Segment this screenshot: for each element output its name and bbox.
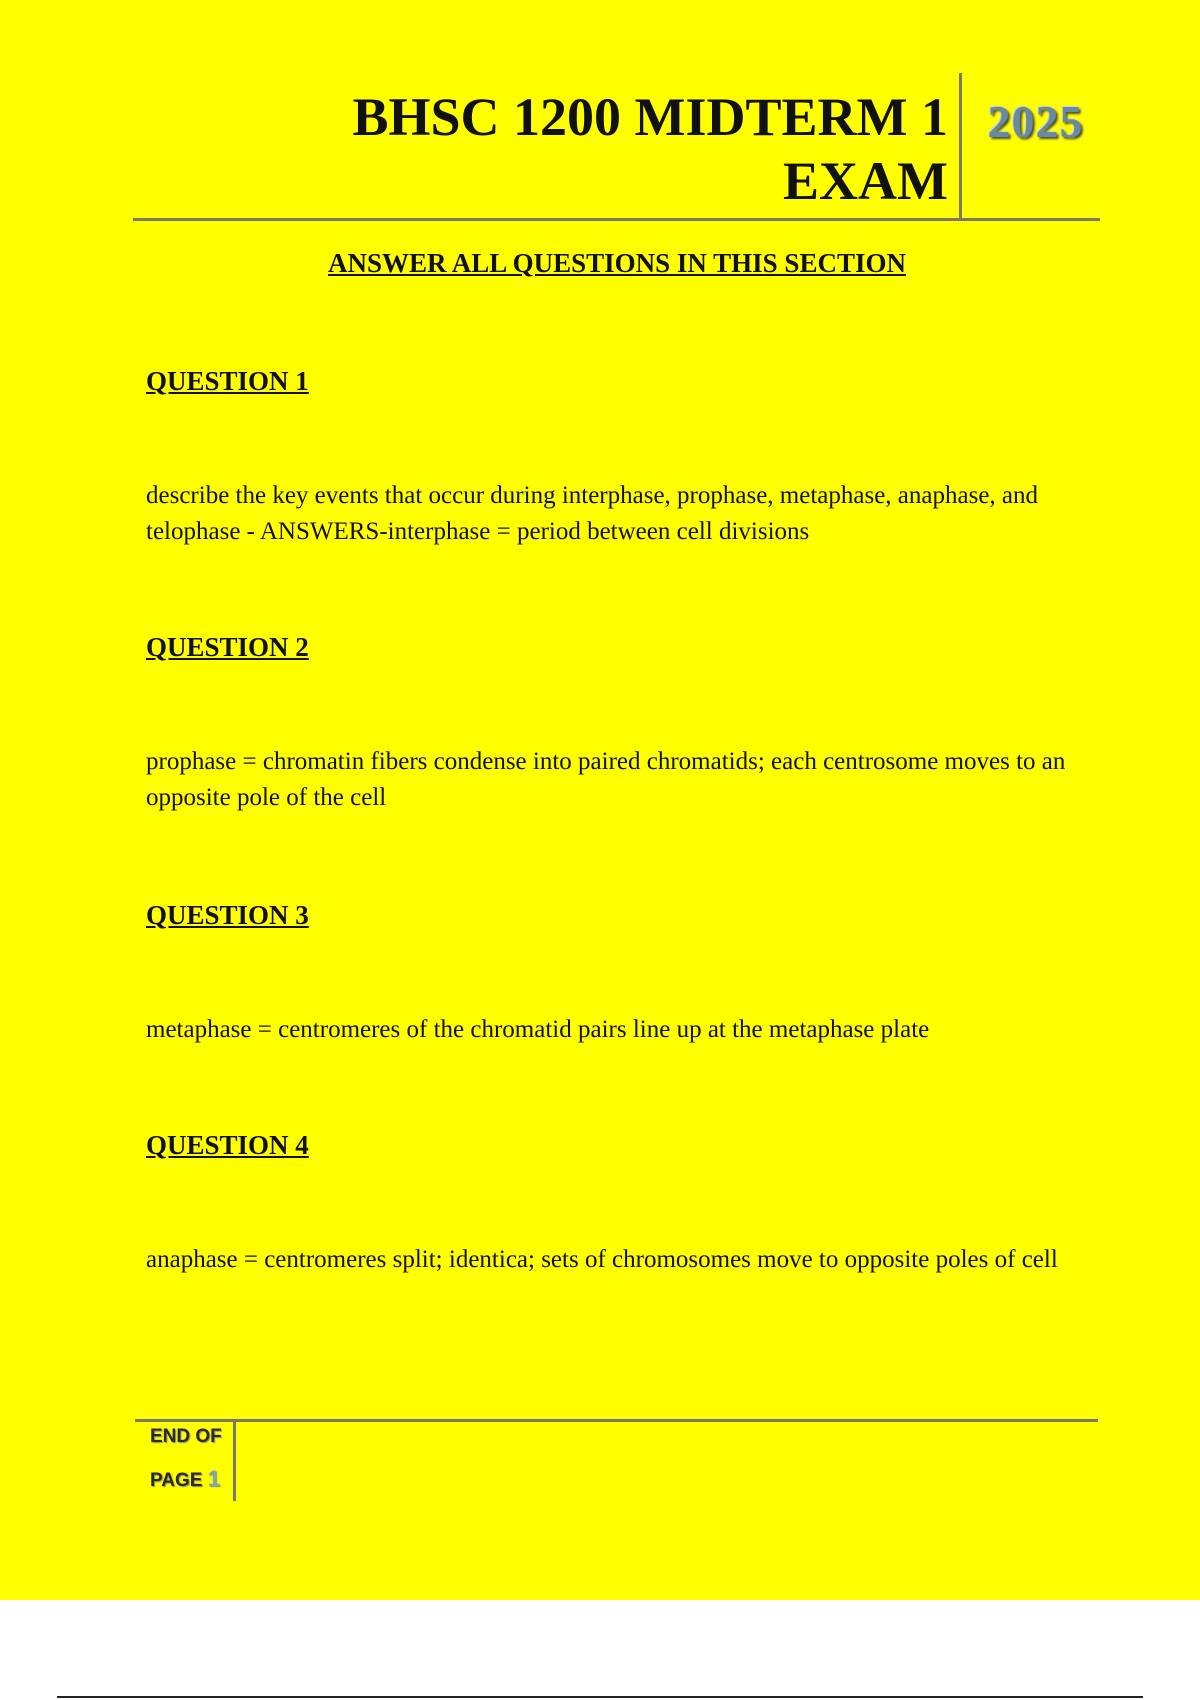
- question-label: QUESTION 1: [146, 366, 309, 396]
- footer-page-label: [150, 1466, 220, 1492]
- question-block: [146, 1128, 1086, 1278]
- footer-page-number: 1: [207, 1466, 220, 1491]
- question-label: QUESTION 4: [146, 1130, 309, 1160]
- header-rule: [133, 218, 1100, 221]
- question-block: [146, 898, 1086, 1048]
- footer-divider: [233, 1421, 236, 1501]
- question-text: anaphase = centromeres split; identica; sets of chromosomes move to opposite poles of cell: [146, 1246, 1058, 1273]
- question-label: QUESTION 2: [146, 632, 309, 662]
- question-label: QUESTION 3: [146, 900, 309, 930]
- document-header: [133, 73, 1100, 220]
- question-block: [146, 630, 1086, 816]
- year-badge: 2025: [987, 96, 1084, 147]
- question-text: metaphase = centromeres of the chromatid pairs line up at the metaphase plate: [146, 1016, 930, 1043]
- header-divider: [959, 73, 962, 220]
- question-block: [146, 364, 1086, 550]
- section-instruction: ANSWER ALL QUESTIONS IN THIS SECTION: [328, 248, 906, 278]
- footer-page-word: PAGE: [150, 1470, 203, 1491]
- footer-rule: [135, 1419, 1098, 1422]
- footer-end-of: END OF: [150, 1426, 222, 1447]
- bottom-rule: [57, 1696, 1143, 1698]
- page-title: BHSC 1200 MIDTERM 1 EXAM: [352, 87, 948, 211]
- question-text: prophase = chromatin fibers condense into paired chromatids; each centrosome moves to an opposite pole of the cell: [146, 748, 1066, 811]
- question-text: describe the key events that occur during interphase, prophase, metaphase, anaphase, and telophase - ANSWERS-interphase = period between cell divisions: [146, 482, 1039, 545]
